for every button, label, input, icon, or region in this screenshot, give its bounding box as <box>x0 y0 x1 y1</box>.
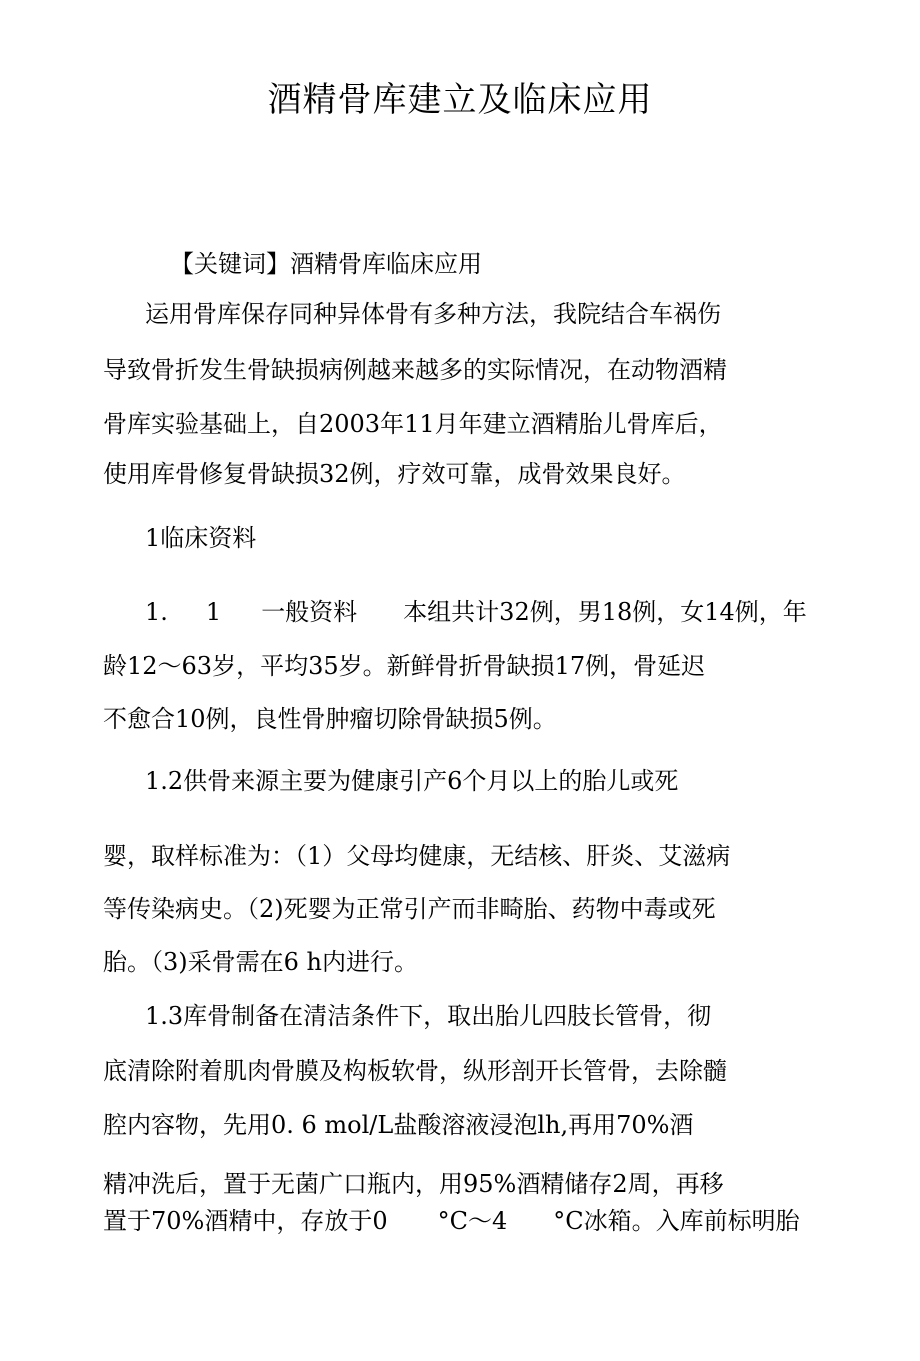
paragraph-line: 龄12～63岁，平均35岁。新鲜骨折骨缺损17例，骨延迟 <box>103 652 706 680</box>
paragraph-text: °C冰箱。入库前标明胎 <box>553 1207 800 1235</box>
paragraph-line: 不愈合10例，良性骨肿瘤切除骨缺损5例。 <box>103 705 557 733</box>
paragraph-line: 导致骨折发生骨缺损病例越来越多的实际情况，在动物酒精 <box>103 356 727 384</box>
paragraph-line: 1.3库骨制备在清洁条件下，取出胎儿四肢长管骨，彻 <box>145 1002 712 1030</box>
subsection-number: 1 <box>205 598 222 626</box>
paragraph-line: 精冲洗后，置于无菌广口瓶内，用95%酒精储存2周，再移 <box>103 1170 724 1198</box>
keywords-line: 【关键词】酒精骨库临床应用 <box>170 250 482 278</box>
paragraph-line: 腔内容物，先用0. 6 mol/L盐酸溶液浸泡lh,再用70%酒 <box>103 1111 694 1139</box>
subsection-number: 1. <box>145 598 168 626</box>
paragraph-text: 本组共计32例，男18例，女14例，年 <box>403 598 807 626</box>
paragraph-text: °C～4 <box>437 1207 508 1235</box>
document-title: 酒精骨库建立及临床应用 <box>267 80 653 120</box>
paragraph-line: 使用库骨修复骨缺损32例，疗效可靠，成骨效果良好。 <box>103 460 686 488</box>
paragraph-line: 骨库实验基础上，自2003年11月年建立酒精胎儿骨库后， <box>103 410 723 438</box>
subsection-line <box>145 596 807 628</box>
paragraph-line: 运用骨库保存同种异体骨有多种方法，我院结合车祸伤 <box>145 300 721 328</box>
paragraph-line <box>103 1205 800 1237</box>
paragraph-text: 置于70%酒精中，存放于0 <box>103 1207 388 1235</box>
subsection-label: 一般资料 <box>261 598 358 626</box>
section-heading: 1临床资料 <box>145 524 257 552</box>
paragraph-line: 1.2供骨来源主要为健康引产6个月以上的胎儿或死 <box>145 767 679 795</box>
paragraph-line: 婴，取样标准为：（1）父母均健康，无结核、肝炎、艾滋病 <box>103 842 731 870</box>
paragraph-line: 胎。（3)采骨需在6 h内进行。 <box>103 948 418 976</box>
paragraph-line: 等传染病史。（2)死婴为正常引产而非畸胎、药物中毒或死 <box>103 895 716 923</box>
paragraph-line: 底清除附着肌肉骨膜及构板软骨，纵形剖开长管骨，去除髓 <box>103 1057 727 1085</box>
